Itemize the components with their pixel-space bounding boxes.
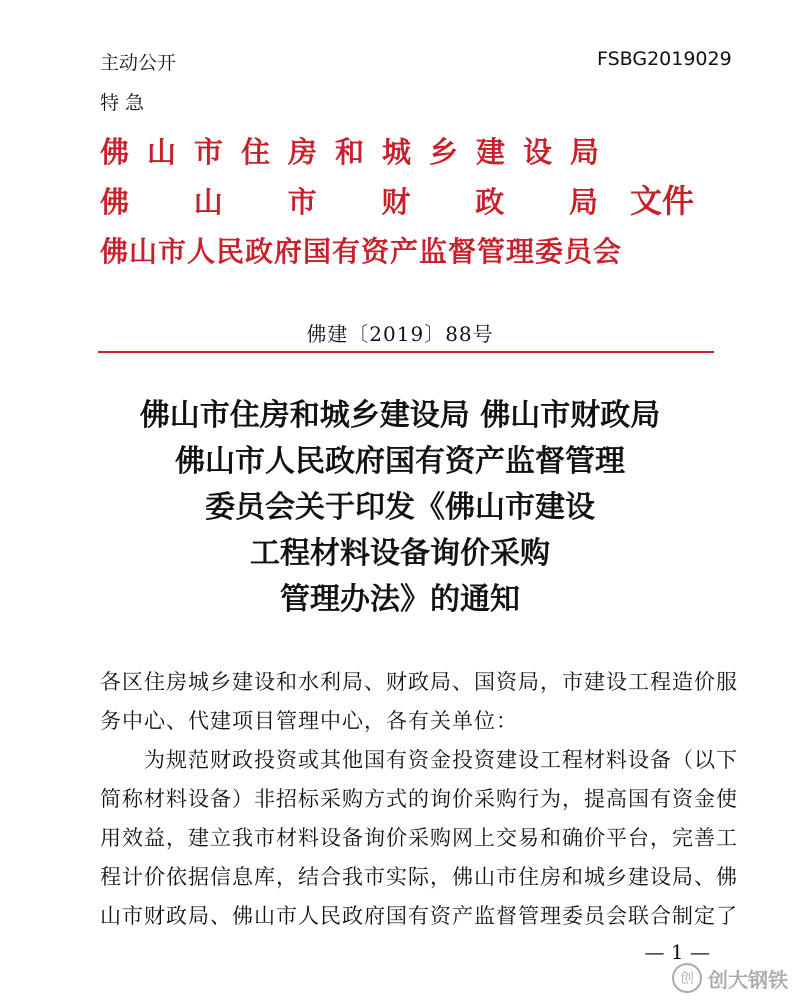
issuer-finance-char: 市	[287, 185, 319, 219]
title-line: 管理办法》的通知	[280, 582, 520, 617]
publicity-label: 主动公开	[100, 52, 177, 74]
body-line: 程计价依据信息库，结合我市实际，佛山市住房和城乡建设局、佛	[100, 865, 738, 889]
body-line: 为规范财政投资或其他国有资金投资建设工程材料设备（以下	[100, 748, 738, 772]
issuer-finance-char: 佛	[100, 185, 132, 219]
body-line: 用效益，建立我市材料设备询价采购网上交易和确价平台，完善工	[100, 826, 738, 850]
body-line: 简称材料设备）非招标采购方式的询价采购行为，提高国有资金使	[100, 787, 738, 811]
watermark	[672, 963, 788, 993]
watermark-text: 创大钢铁	[708, 967, 788, 992]
issuer-housing-bureau: 佛山市住房和城乡建设局	[100, 135, 618, 169]
issuer-finance-bureau	[100, 180, 600, 221]
title-line: 佛山市人民政府国有资产监督管理	[175, 444, 625, 479]
body-line: 务中心、代建项目管理中心，各有关单位：	[100, 709, 518, 733]
title-line: 佛山市住房和城乡建设局 佛山市财政局	[139, 398, 661, 433]
document-code: FSBG2019029	[597, 48, 732, 70]
red-divider	[98, 351, 714, 353]
title-line: 委员会关于印发《佛山市建设	[205, 490, 595, 525]
body-line: 山市财政局、佛山市人民政府国有资产监督管理委员会联合制定了	[100, 904, 738, 928]
issuer-finance-char: 局	[568, 185, 600, 219]
urgency-label: 特 急	[100, 92, 145, 114]
issuer-finance-char: 财	[381, 185, 413, 219]
issuer-sasac: 佛山市人民政府国有资产监督管理委员会	[100, 235, 623, 268]
page-number: — 1 —	[644, 940, 710, 964]
body-line: 各区住房城乡建设和水利局、财政局、国资局，市建设工程造价服	[100, 670, 738, 694]
issuer-finance-char: 山	[193, 185, 225, 219]
title-line: 工程材料设备询价采购	[250, 536, 550, 571]
watermark-logo-icon: 创	[672, 963, 702, 993]
issuer-finance-char: 政	[475, 185, 507, 219]
document-number: 佛建〔2019〕88号	[306, 322, 494, 346]
document-type-suffix: 文件	[630, 182, 695, 220]
